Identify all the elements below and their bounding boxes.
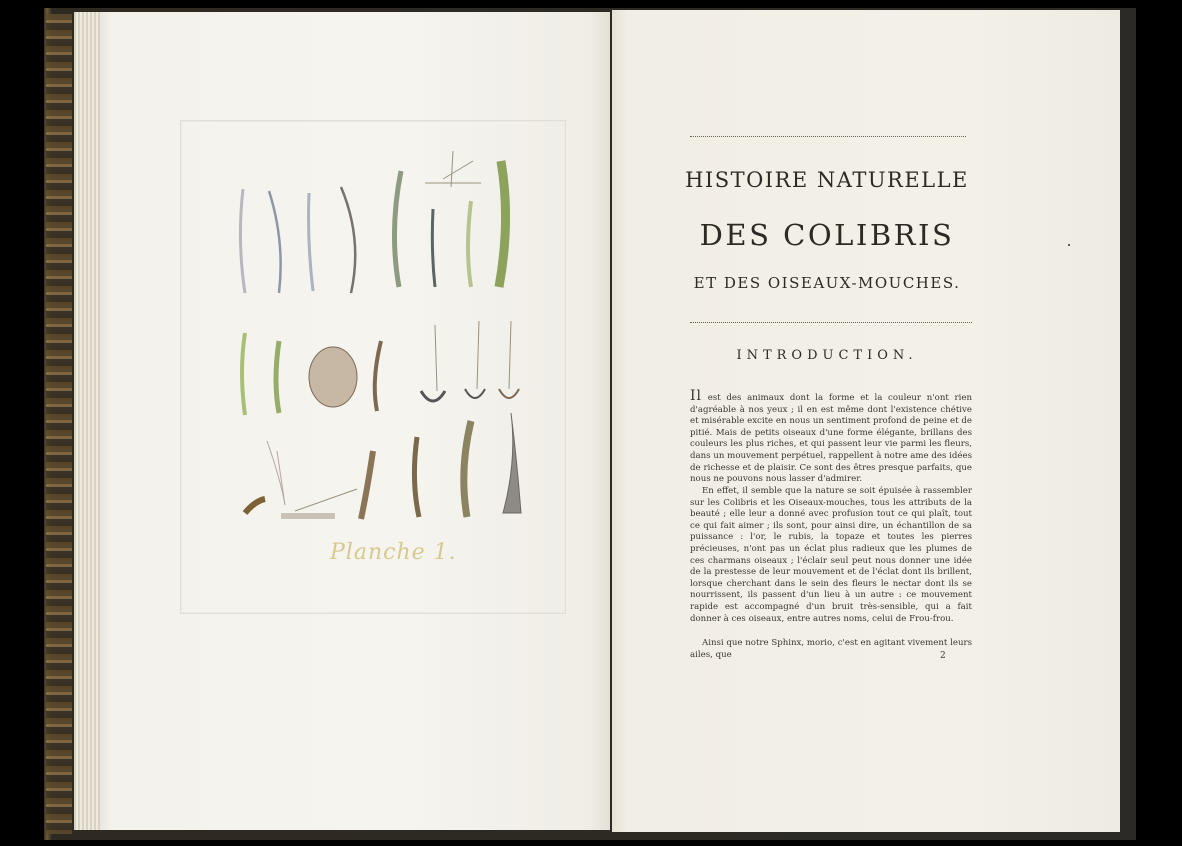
feather-3 xyxy=(309,193,314,291)
paragraph-1 xyxy=(690,388,972,486)
round-feather xyxy=(309,347,357,407)
title-line-1: HISTOIRE NATURELLE xyxy=(685,168,969,192)
section-heading: INTRODUCTION. xyxy=(736,348,918,363)
feather-19 xyxy=(361,451,373,519)
feather-20 xyxy=(414,437,419,517)
feather-6 xyxy=(432,209,435,287)
paragraph-2: En effet, il semble que la nature se soit épuisée à rassembler sur les Colibris et les Oiseaux-mouches, tous les attributs de la beauté ; elle leur a donné avec profusion tout ce qui plaît, tout ce qui fait aimer ; ils sont, pour ainsi dire, un échantillon de sa puissance : l'or, le rubis, la topaze et toutes les pierres précieuses, n'ont pas un éclat plus radieux que les plumes de ces charmans oiseaux ; l'éclair seul peut nous donner une idée de la prestesse de leur mouvement et de l'éclat dont ils brillent, lorsque cherchant dans le sein des fleurs le nectar dont ils se nourrissent, ils passent d'un lieu à un autre : ce mouvement rapide est accompagné d'un bruit très-sensible, qui a fait donner à ces oiseaux, entre autres noms, celui de Frou-frou. xyxy=(690,486,972,624)
feather-22 xyxy=(503,413,521,513)
spine-decoration xyxy=(46,14,72,834)
feather-11 xyxy=(276,341,279,413)
feather-2 xyxy=(269,191,281,293)
feather-1 xyxy=(240,189,245,293)
page-speck xyxy=(1068,244,1070,246)
title-line-2: DES COLIBRIS xyxy=(699,218,955,252)
top-rule xyxy=(690,136,966,137)
paragraph-3: Ainsi que notre Sphinx, morio, c'est en agitant vivement leurs ailes, que xyxy=(690,638,972,660)
feather-10 xyxy=(242,333,245,415)
feather-4 xyxy=(341,187,355,293)
feather-7 xyxy=(468,201,471,287)
feather-8 xyxy=(499,161,506,287)
feather-13 xyxy=(375,341,381,411)
drop-cap: Il xyxy=(690,388,703,404)
page-number: 2 xyxy=(940,651,946,661)
feather-21 xyxy=(464,421,471,517)
title-line-3: ET DES OISEAUX-MOUCHES. xyxy=(693,274,961,292)
plate-caption: Planche 1. xyxy=(330,540,457,565)
paragraph-1-text: est des animaux dont la forme et la couleur n'ont rien d'agréable à nos yeux ; il en est même dont l'existence chétive et misérable excite en nous un sentiment profond de peine et de pitié. Mais de petits oiseaux d'une forme élégante, brillans des couleurs les plus riches, et qui passent leur vie parmi les fleurs, dans un mouvement perpétuel, rappellent à notre ame des idées de richesse et de plaisir. Ce sont des êtres presque parfaits, que nous ne pouvons nous lasser d'admirer. xyxy=(690,393,972,485)
feather-5 xyxy=(394,171,401,287)
middle-rule xyxy=(690,322,972,323)
feather-17 xyxy=(245,499,265,513)
